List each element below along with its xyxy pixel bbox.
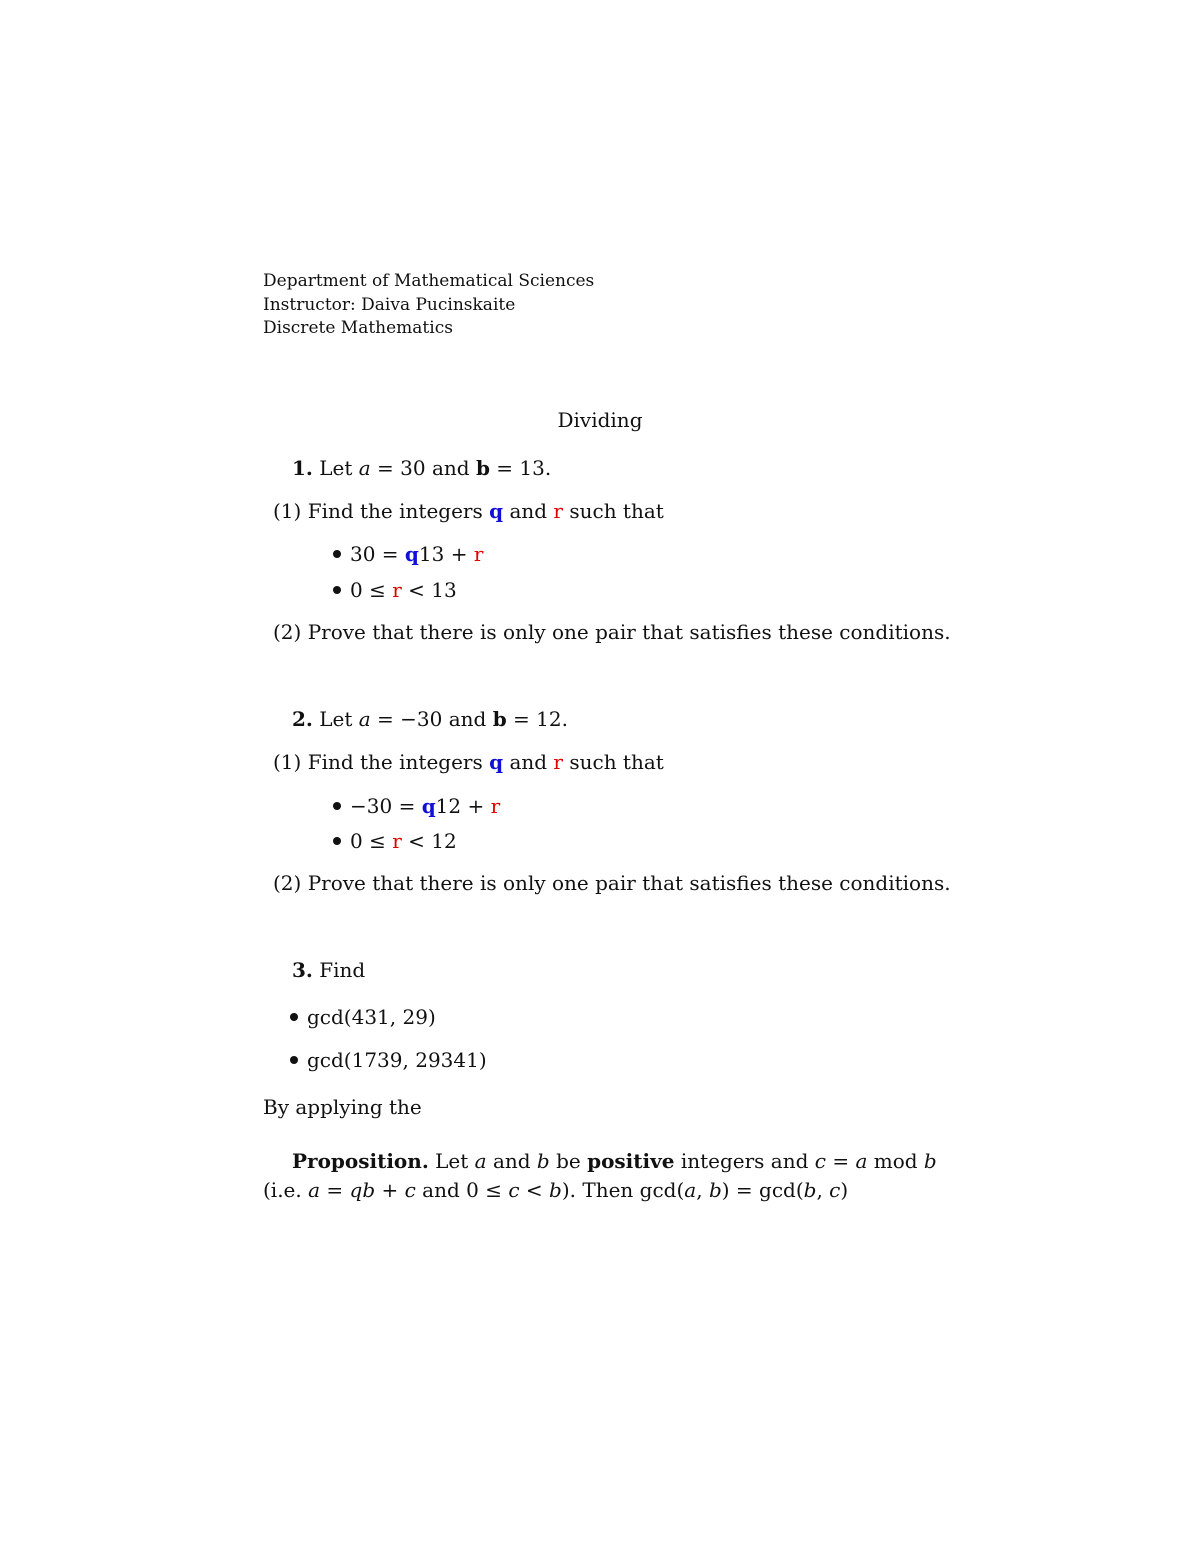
problem1-condition-2: 0 ≤ r < 13 [333, 578, 457, 602]
problem3-item-2: gcd(1739, 29341) [290, 1048, 487, 1072]
header-block [263, 270, 594, 341]
problem2-part2: (2) Prove that there is only one pair that satisfies these conditions. [273, 871, 951, 895]
problem3-number: 3. [292, 958, 313, 982]
bullet-icon [333, 550, 341, 558]
bullet-icon [290, 1013, 298, 1021]
problem1-part1: (1) Find the integers q and r such that [273, 499, 664, 523]
problem2-condition-2: 0 ≤ r < 12 [333, 829, 457, 853]
proposition-line-2: (i.e. a = qb + c and 0 ≤ c < b). Then gcd(a, b) = gcd(b, c) [263, 1178, 849, 1202]
part-label: (2) [273, 871, 302, 895]
problem1-condition-1: 30 = q13 + r [333, 542, 483, 566]
department-line: Department of Mathematical Sciences [263, 271, 595, 291]
problem1-number: 1. [292, 456, 313, 480]
applying-text: By applying the [263, 1095, 422, 1119]
problem1-part2: (2) Prove that there is only one pair that satisfies these conditions. [273, 620, 951, 644]
problem3-item-1: gcd(431, 29) [290, 1005, 436, 1029]
problem2-condition-1: −30 = q12 + r [333, 794, 500, 818]
instructor-line: Instructor: Daiva Pucinskaite [263, 294, 516, 315]
bullet-icon [333, 837, 341, 845]
bullet-icon [333, 586, 341, 594]
proposition-label: Proposition. [292, 1149, 429, 1173]
problem2-part1: (1) Find the integers q and r such that [273, 750, 664, 774]
problem3-intro: 3. Find [292, 958, 366, 982]
problem1-intro: 1. Let a = 30 and b = 13. [292, 456, 552, 480]
problem2-number: 2. [292, 707, 313, 731]
page-title: Dividing [557, 408, 643, 432]
bullet-icon [333, 802, 341, 810]
part-label: (1) [273, 499, 302, 523]
part-label: (1) [273, 750, 302, 774]
part-label: (2) [273, 620, 302, 644]
proposition-line-1: Proposition. Let a and b be positive integers and c = a mod b [292, 1149, 937, 1173]
course-line: Discrete Mathematics [263, 318, 453, 338]
problem2-intro: 2. Let a = −30 and b = 12. [292, 707, 568, 731]
bullet-icon [290, 1056, 298, 1064]
